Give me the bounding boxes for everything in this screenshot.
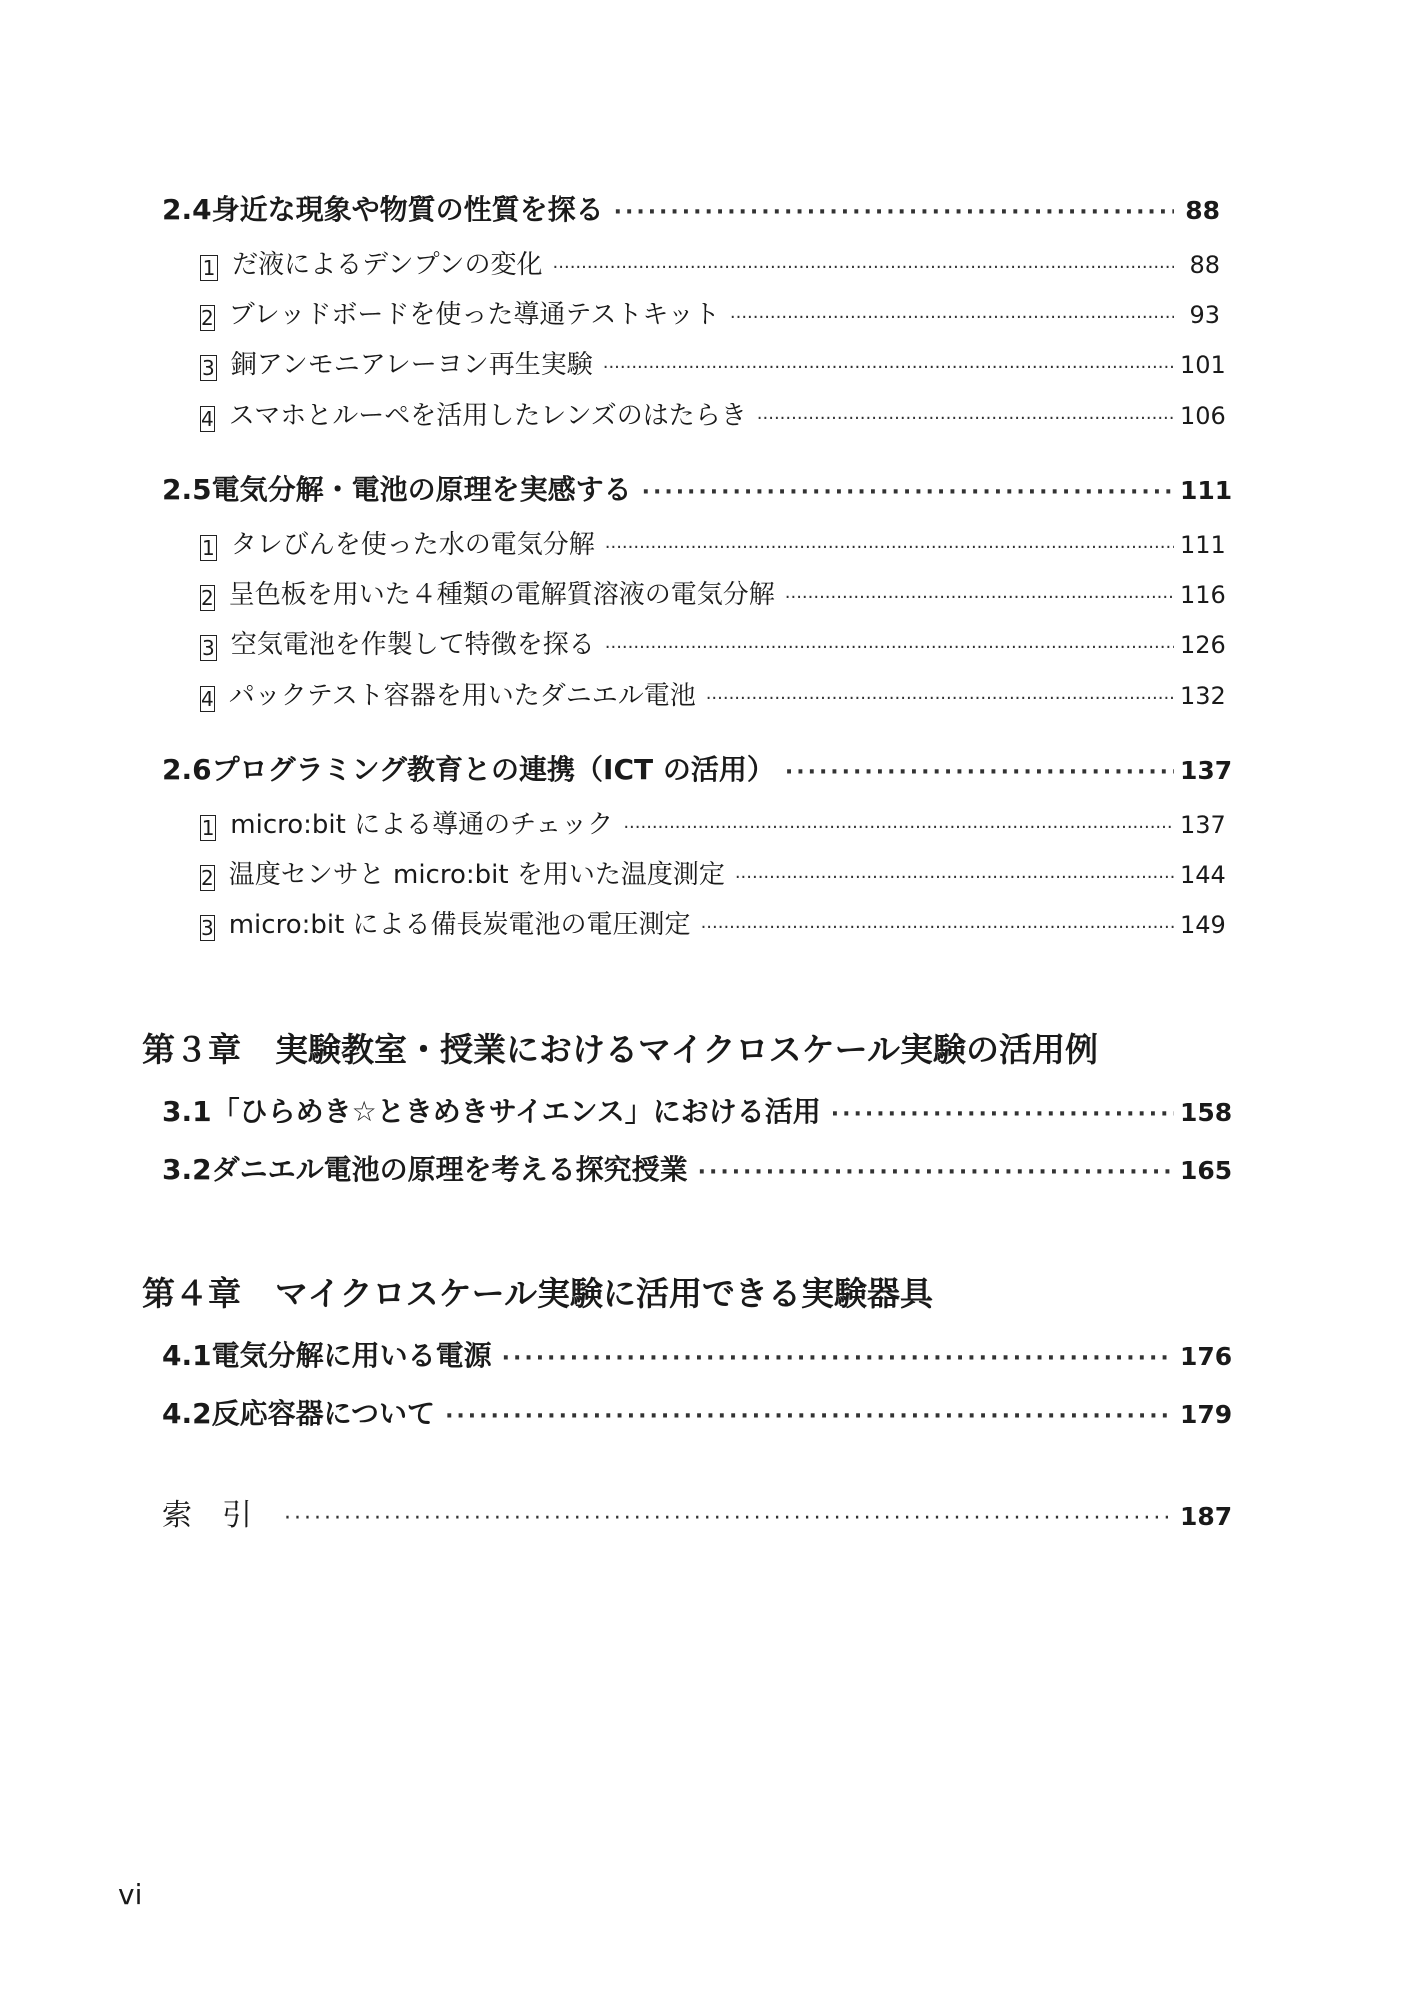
section-number: 2.5 <box>162 473 212 506</box>
section-title: 電気分解に用いる電源 <box>211 1339 492 1372</box>
page-number: 176 <box>1180 1342 1233 1371</box>
section-title: 反応容器について <box>211 1397 436 1430</box>
page-number: 101 <box>1180 351 1226 379</box>
dot-leader <box>553 257 1174 278</box>
page-number: 106 <box>1180 402 1226 430</box>
section-number: 4.1 <box>162 1339 212 1372</box>
dot-leader <box>785 587 1174 608</box>
item-number-box: 3 <box>200 355 217 381</box>
section-number: 2.4 <box>162 193 212 226</box>
page-number: 187 <box>1180 1502 1233 1531</box>
dot-leader <box>785 760 1174 785</box>
toc-item[interactable] <box>200 624 1226 660</box>
item-number-box: 4 <box>201 407 214 431</box>
item-title: 呈色板を用いた４種類の電解質溶液の電気分解 <box>228 580 775 610</box>
item-title: 空気電池を作製して特徴を探る <box>230 630 595 660</box>
page-number: 111 <box>1180 531 1226 559</box>
toc-index[interactable] <box>162 1490 1233 1533</box>
section-title: プログラミング教育との連携（ICT の活用） <box>211 753 775 786</box>
toc-section-4-2[interactable] <box>162 1392 1233 1430</box>
page-number: 137 <box>1180 756 1233 785</box>
item-number-box: 3 <box>201 916 214 940</box>
item-title: タレびんを使った水の電気分解 <box>230 530 595 560</box>
dot-leader <box>735 867 1174 888</box>
section-number: 3.2 <box>162 1153 212 1186</box>
item-number-box: 1 <box>201 816 215 840</box>
toc-item[interactable] <box>200 244 1220 278</box>
section-number: 2.6 <box>162 753 212 786</box>
page-number: 88 <box>1189 251 1220 279</box>
dot-leader <box>623 817 1174 838</box>
page-number: 132 <box>1180 682 1226 710</box>
chapter-4-heading[interactable] <box>142 1268 933 1315</box>
toc-section-3-2[interactable] <box>162 1148 1233 1186</box>
section-title: 「ひらめき☆ときめきサイエンス」における活用 <box>211 1095 821 1128</box>
page-number: 158 <box>1180 1098 1233 1127</box>
toc-item[interactable] <box>200 675 1226 711</box>
item-number-box: 2 <box>201 866 214 890</box>
dot-leader <box>698 1160 1174 1185</box>
dot-leader <box>614 200 1174 225</box>
dot-leader <box>757 408 1174 429</box>
dot-leader <box>605 537 1174 558</box>
section-title: ダニエル電池の原理を考える探究授業 <box>211 1153 688 1186</box>
page-number: 126 <box>1180 631 1226 659</box>
page-number: 165 <box>1180 1156 1233 1185</box>
toc-item[interactable] <box>200 344 1226 380</box>
item-title: micro:bit による導通のチェック <box>230 810 614 840</box>
item-number-box: 2 <box>201 586 214 610</box>
item-title: スマホとルーペを活用したレンズのはたらき <box>228 401 747 431</box>
dot-leader <box>605 637 1174 658</box>
dot-leader <box>730 307 1174 328</box>
chapter-title: 実験教室・授業におけるマイクロスケール実験の活用例 <box>275 1030 1099 1069</box>
toc-item[interactable] <box>200 804 1226 840</box>
page-number: 93 <box>1189 301 1220 329</box>
chapter-number: 第４章 <box>142 1274 241 1313</box>
toc-item[interactable] <box>200 854 1226 890</box>
page-number: 179 <box>1180 1400 1233 1429</box>
item-number-box: 2 <box>201 306 214 330</box>
dot-leader <box>831 1102 1174 1127</box>
section-title: 電気分解・電池の原理を実感する <box>211 473 632 506</box>
page-number: 137 <box>1180 811 1226 839</box>
item-number-box: 1 <box>202 536 215 560</box>
item-number-box: 3 <box>202 636 215 660</box>
item-title: ブレッドボードを使った導通テストキット <box>228 300 720 330</box>
section-number: 3.1 <box>162 1095 212 1128</box>
dot-leader <box>706 688 1174 709</box>
item-title: micro:bit による備長炭電池の電圧測定 <box>228 910 691 940</box>
toc-item[interactable] <box>200 524 1226 560</box>
chapter-number: 第３章 <box>142 1030 241 1069</box>
page-number: 144 <box>1180 861 1226 889</box>
page-number: 88 <box>1185 196 1220 225</box>
dot-leader <box>701 917 1174 938</box>
page-number: 116 <box>1180 581 1226 609</box>
index-title: 索 引 <box>162 1498 252 1533</box>
item-number-box: 1 <box>200 255 218 281</box>
toc-item[interactable] <box>200 904 1226 940</box>
section-title: 身近な現象や物質の性質を探る <box>211 193 604 226</box>
toc-item[interactable] <box>200 294 1220 328</box>
item-title: 銅アンモニアレーヨン再生実験 <box>230 350 593 380</box>
chapter-title: マイクロスケール実験に活用できる実験器具 <box>275 1274 934 1313</box>
section-number: 4.2 <box>162 1397 212 1430</box>
page-folio: vi <box>118 1878 143 1911</box>
page-number: 111 <box>1180 476 1233 505</box>
toc-section-2-6[interactable] <box>162 748 1233 786</box>
toc-section-2-4[interactable] <box>162 188 1220 224</box>
toc-item[interactable] <box>200 395 1226 431</box>
item-title: だ液によるデンプンの変化 <box>232 250 543 280</box>
dot-leader <box>445 1404 1174 1429</box>
dot-leader <box>603 357 1174 378</box>
item-number-box: 4 <box>201 687 214 711</box>
toc-item[interactable] <box>200 574 1226 610</box>
dot-leader <box>642 480 1174 505</box>
chapter-3-heading[interactable] <box>142 1024 1098 1071</box>
item-title: 温度センサと micro:bit を用いた温度測定 <box>228 860 725 890</box>
page-number: 149 <box>1180 911 1226 939</box>
item-title: パックテスト容器を用いたダニエル電池 <box>228 681 696 711</box>
toc-section-4-1[interactable] <box>162 1334 1233 1372</box>
toc-section-2-5[interactable] <box>162 468 1233 506</box>
dot-leader <box>284 1506 1174 1531</box>
dot-leader <box>502 1346 1174 1371</box>
toc-section-3-1[interactable] <box>162 1090 1233 1128</box>
